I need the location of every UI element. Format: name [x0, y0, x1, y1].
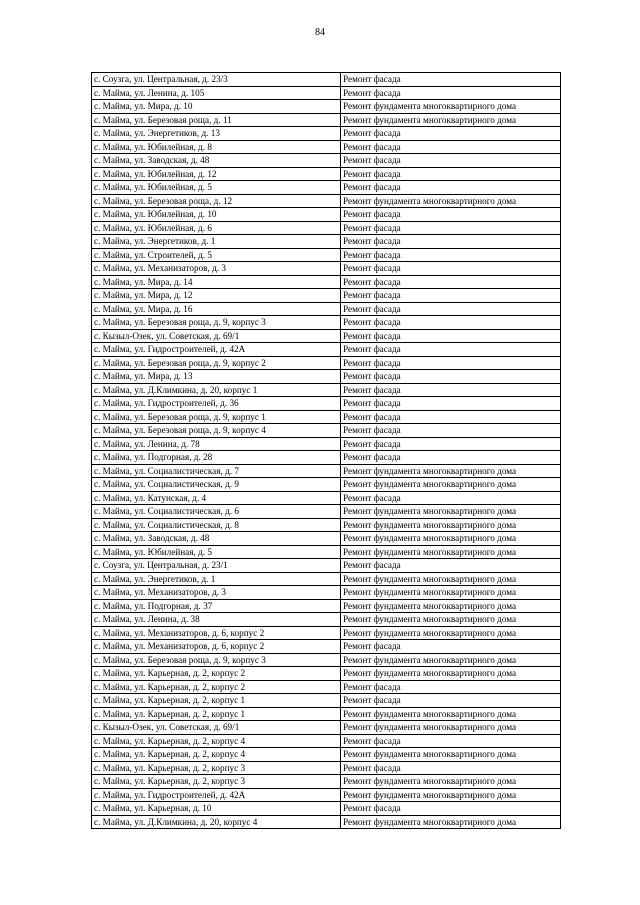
address-cell: с. Майма, ул. Заводская, д. 48	[92, 532, 341, 546]
work-type-cell: Ремонт фасада	[341, 167, 561, 181]
table-row	[92, 127, 561, 141]
table-row	[92, 815, 561, 829]
address-cell: с. Майма, ул. Подгорная, д. 37	[92, 599, 341, 613]
table-row	[92, 370, 561, 384]
address-cell: с. Майма, ул. Энергетиков, д. 13	[92, 127, 341, 141]
table-row	[92, 302, 561, 316]
work-type-cell: Ремонт фасада	[341, 275, 561, 289]
address-cell: с. Майма, ул. Юбилейная, д. 12	[92, 167, 341, 181]
work-type-cell: Ремонт фасада	[341, 424, 561, 438]
work-type-cell: Ремонт фасада	[341, 802, 561, 816]
address-cell: с. Соузга, ул. Центральная, д. 23/1	[92, 559, 341, 573]
address-cell: с. Майма, ул. Катунская, д. 4	[92, 491, 341, 505]
work-type-cell: Ремонт фасада	[341, 694, 561, 708]
work-type-cell: Ремонт фасада	[341, 370, 561, 384]
work-type-cell: Ремонт фасада	[341, 140, 561, 154]
work-type-cell: Ремонт фасада	[341, 437, 561, 451]
table-row	[92, 572, 561, 586]
address-cell: с. Майма, ул. Мира, д. 13	[92, 370, 341, 384]
address-cell: с. Майма, ул. Карьерная, д. 2, корпус 4	[92, 734, 341, 748]
work-type-cell: Ремонт фундамента многоквартирного дома	[341, 653, 561, 667]
address-cell: с. Майма, ул. Карьерная, д. 2, корпус 1	[92, 707, 341, 721]
table-row	[92, 329, 561, 343]
table-row	[92, 181, 561, 195]
address-cell: с. Майма, ул. Юбилейная, д. 5	[92, 545, 341, 559]
table-row	[92, 586, 561, 600]
table-row	[92, 788, 561, 802]
table-row	[92, 113, 561, 127]
address-work-table	[91, 72, 561, 829]
address-cell: с. Майма, ул. Карьерная, д. 2, корпус 3	[92, 775, 341, 789]
table-row	[92, 478, 561, 492]
table-row	[92, 194, 561, 208]
address-cell: с. Майма, ул. Юбилейная, д. 8	[92, 140, 341, 154]
work-type-cell: Ремонт фасада	[341, 73, 561, 87]
address-cell: с. Майма, ул. Березовая роща, д. 9, корпус 4	[92, 424, 341, 438]
table-row	[92, 545, 561, 559]
work-type-cell: Ремонт фундамента многоквартирного дома	[341, 532, 561, 546]
table-row	[92, 154, 561, 168]
table-row	[92, 235, 561, 249]
work-type-cell: Ремонт фасада	[341, 761, 561, 775]
address-cell: с. Майма, ул. Механизаторов, д. 6, корпус 2	[92, 626, 341, 640]
table-row	[92, 100, 561, 114]
address-cell: с. Соузга, ул. Центральная, д. 23/3	[92, 73, 341, 87]
work-type-cell: Ремонт фундамента многоквартирного дома	[341, 721, 561, 735]
work-type-cell: Ремонт фундамента многоквартирного дома	[341, 464, 561, 478]
table-row	[92, 356, 561, 370]
address-cell: с. Майма, ул. Заводская, д. 48	[92, 154, 341, 168]
table-row	[92, 680, 561, 694]
table-row	[92, 289, 561, 303]
address-cell: с. Майма, ул. Ленина, д. 38	[92, 613, 341, 627]
address-cell: с. Майма, ул. Ленина, д. 105	[92, 86, 341, 100]
table-row	[92, 532, 561, 546]
table-row	[92, 275, 561, 289]
work-type-cell: Ремонт фундамента многоквартирного дома	[341, 613, 561, 627]
address-cell: с. Майма, ул. Юбилейная, д. 5	[92, 181, 341, 195]
table-row	[92, 721, 561, 735]
work-type-cell: Ремонт фундамента многоквартирного дома	[341, 626, 561, 640]
address-cell: с. Майма, ул. Механизаторов, д. 3	[92, 586, 341, 600]
address-cell: с. Майма, ул. Д.Климкина, д. 20, корпус 4	[92, 815, 341, 829]
address-cell: с. Майма, ул. Мира, д. 12	[92, 289, 341, 303]
table-row	[92, 73, 561, 87]
table-row	[92, 343, 561, 357]
work-type-cell: Ремонт фундамента многоквартирного дома	[341, 100, 561, 114]
address-cell: с. Майма, ул. Гидростроителей, д. 36	[92, 397, 341, 411]
address-cell: с. Майма, ул. Социалистическая, д. 8	[92, 518, 341, 532]
address-cell: с. Майма, ул. Подгорная, д. 28	[92, 451, 341, 465]
work-type-cell: Ремонт фасада	[341, 356, 561, 370]
address-cell: с. Майма, ул. Гидростроителей, д. 42А	[92, 788, 341, 802]
work-type-cell: Ремонт фундамента многоквартирного дома	[341, 788, 561, 802]
address-cell: с. Майма, ул. Мира, д. 16	[92, 302, 341, 316]
address-cell: с. Майма, ул. Гидростроителей, д. 42А	[92, 343, 341, 357]
table-row	[92, 397, 561, 411]
table-row	[92, 167, 561, 181]
work-type-cell: Ремонт фасада	[341, 451, 561, 465]
work-type-cell: Ремонт фундамента многоквартирного дома	[341, 775, 561, 789]
table-row	[92, 613, 561, 627]
table-body	[92, 73, 561, 829]
table-row	[92, 221, 561, 235]
table-row	[92, 262, 561, 276]
work-type-cell: Ремонт фасада	[341, 491, 561, 505]
work-type-cell: Ремонт фасада	[341, 343, 561, 357]
work-type-cell: Ремонт фасада	[341, 329, 561, 343]
table-row	[92, 707, 561, 721]
address-cell: с. Майма, ул. Березовая роща, д. 9, корпус 2	[92, 356, 341, 370]
table-row	[92, 140, 561, 154]
address-cell: с. Майма, ул. Социалистическая, д. 7	[92, 464, 341, 478]
work-type-cell: Ремонт фасада	[341, 235, 561, 249]
address-cell: с. Майма, ул. Березовая роща, д. 9, корпус 3	[92, 653, 341, 667]
table-row	[92, 802, 561, 816]
address-cell: с. Майма, ул. Энергетиков, д. 1	[92, 235, 341, 249]
table-row	[92, 491, 561, 505]
table-row	[92, 208, 561, 222]
table-row	[92, 451, 561, 465]
work-type-cell: Ремонт фундамента многоквартирного дома	[341, 478, 561, 492]
table-row	[92, 464, 561, 478]
address-cell: с. Майма, ул. Энергетиков, д. 1	[92, 572, 341, 586]
work-type-cell: Ремонт фасада	[341, 680, 561, 694]
work-type-cell: Ремонт фундамента многоквартирного дома	[341, 113, 561, 127]
address-cell: с. Майма, ул. Березовая роща, д. 11	[92, 113, 341, 127]
work-type-cell: Ремонт фасада	[341, 734, 561, 748]
work-type-cell: Ремонт фундамента многоквартирного дома	[341, 707, 561, 721]
table-row	[92, 761, 561, 775]
address-cell: с. Майма, ул. Мира, д. 10	[92, 100, 341, 114]
work-type-cell: Ремонт фундамента многоквартирного дома	[341, 505, 561, 519]
table-row	[92, 410, 561, 424]
work-type-cell: Ремонт фасада	[341, 154, 561, 168]
address-cell: с. Майма, ул. Мира, д. 14	[92, 275, 341, 289]
address-cell: с. Майма, ул. Карьерная, д. 2, корпус 4	[92, 748, 341, 762]
address-cell: с. Майма, ул. Юбилейная, д. 10	[92, 208, 341, 222]
table-row	[92, 734, 561, 748]
work-type-cell: Ремонт фундамента многоквартирного дома	[341, 194, 561, 208]
address-cell: с. Майма, ул. Социалистическая, д. 9	[92, 478, 341, 492]
work-type-cell: Ремонт фундамента многоквартирного дома	[341, 599, 561, 613]
address-cell: с. Майма, ул. Строителей, д. 5	[92, 248, 341, 262]
table-row	[92, 626, 561, 640]
table-row	[92, 599, 561, 613]
work-type-cell: Ремонт фасада	[341, 316, 561, 330]
work-type-cell: Ремонт фасада	[341, 127, 561, 141]
table-row	[92, 316, 561, 330]
work-type-cell: Ремонт фасада	[341, 289, 561, 303]
work-type-cell: Ремонт фасада	[341, 262, 561, 276]
address-cell: с. Майма, ул. Д.Климкина, д. 20, корпус 1	[92, 383, 341, 397]
table-row	[92, 424, 561, 438]
work-type-cell: Ремонт фундамента многоквартирного дома	[341, 545, 561, 559]
work-type-cell: Ремонт фундамента многоквартирного дома	[341, 586, 561, 600]
table-row	[92, 775, 561, 789]
work-type-cell: Ремонт фасада	[341, 640, 561, 654]
work-type-cell: Ремонт фасада	[341, 208, 561, 222]
address-cell: с. Майма, ул. Карьерная, д. 2, корпус 2	[92, 680, 341, 694]
address-cell: с. Майма, ул. Механизаторов, д. 6, корпус 2	[92, 640, 341, 654]
table-row	[92, 248, 561, 262]
table-row	[92, 383, 561, 397]
work-type-cell: Ремонт фасада	[341, 181, 561, 195]
address-cell: с. Кызыл-Озек, ул. Советская, д. 69/1	[92, 721, 341, 735]
work-type-cell: Ремонт фасада	[341, 559, 561, 573]
work-type-cell: Ремонт фасада	[341, 383, 561, 397]
address-cell: с. Майма, ул. Карьерная, д. 2, корпус 1	[92, 694, 341, 708]
work-type-cell: Ремонт фундамента многоквартирного дома	[341, 748, 561, 762]
table-row	[92, 559, 561, 573]
work-type-cell: Ремонт фасада	[341, 248, 561, 262]
work-type-cell: Ремонт фундамента многоквартирного дома	[341, 572, 561, 586]
address-cell: с. Майма, ул. Березовая роща, д. 9, корпус 1	[92, 410, 341, 424]
table-row	[92, 437, 561, 451]
work-type-cell: Ремонт фасада	[341, 86, 561, 100]
work-type-cell: Ремонт фундамента многоквартирного дома	[341, 815, 561, 829]
work-type-cell: Ремонт фундамента многоквартирного дома	[341, 518, 561, 532]
work-type-cell: Ремонт фасада	[341, 410, 561, 424]
table-row	[92, 518, 561, 532]
address-cell: с. Майма, ул. Березовая роща, д. 12	[92, 194, 341, 208]
table-row	[92, 505, 561, 519]
address-cell: с. Майма, ул. Карьерная, д. 2, корпус 2	[92, 667, 341, 681]
work-type-cell: Ремонт фасада	[341, 221, 561, 235]
address-cell: с. Майма, ул. Механизаторов, д. 3	[92, 262, 341, 276]
address-cell: с. Майма, ул. Социалистическая, д. 6	[92, 505, 341, 519]
work-type-cell: Ремонт фундамента многоквартирного дома	[341, 667, 561, 681]
table-row	[92, 653, 561, 667]
table-row	[92, 694, 561, 708]
work-type-cell: Ремонт фасада	[341, 302, 561, 316]
work-type-cell: Ремонт фасада	[341, 397, 561, 411]
address-cell: с. Майма, ул. Ленина, д. 78	[92, 437, 341, 451]
table-row	[92, 748, 561, 762]
table-row	[92, 86, 561, 100]
table-row	[92, 640, 561, 654]
page-number: 84	[315, 27, 325, 38]
address-cell: с. Майма, ул. Карьерная, д. 2, корпус 3	[92, 761, 341, 775]
table-row	[92, 667, 561, 681]
address-cell: с. Кызыл-Озек, ул. Советская, д. 69/1	[92, 329, 341, 343]
address-cell: с. Майма, ул. Юбилейная, д. 6	[92, 221, 341, 235]
address-cell: с. Майма, ул. Березовая роща, д. 9, корпус 3	[92, 316, 341, 330]
address-cell: с. Майма, ул. Карьерная, д. 10	[92, 802, 341, 816]
